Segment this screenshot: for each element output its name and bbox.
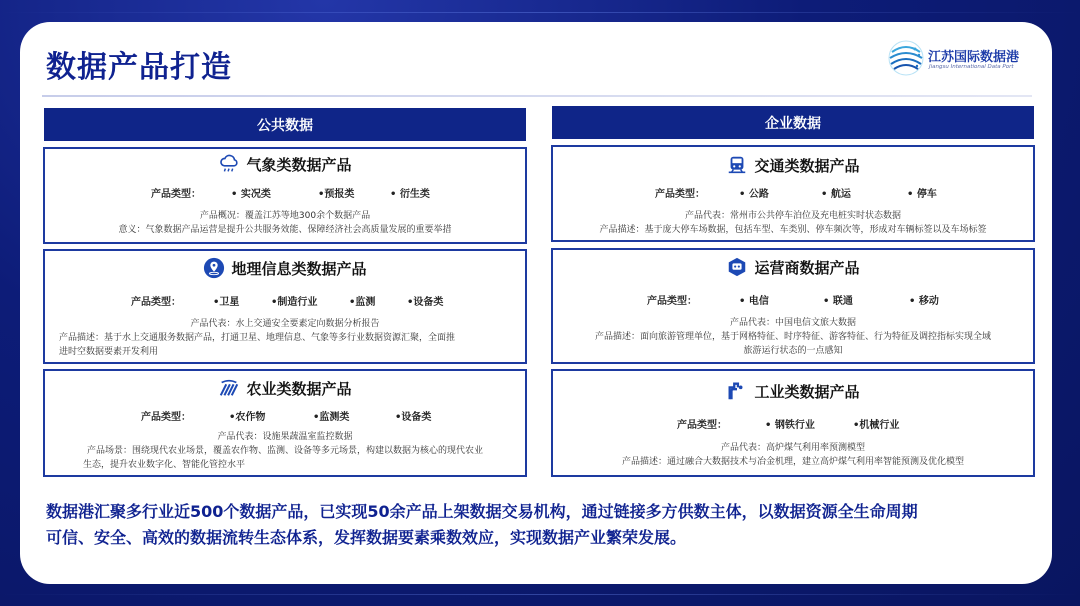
product-tag: •制造行业 (271, 297, 318, 308)
card-title-row (553, 380, 1033, 402)
description-line: 产品场景：围绕现代农业场景，覆盖农作物、监测、设备等多元场景，构建以数据为核心的现代农业 (86, 446, 483, 456)
card-title-row (45, 257, 525, 279)
summary-text (46, 499, 1036, 551)
title-divider (42, 95, 1032, 97)
description-line: 产品代表：常州市公共停车泊位及充电桩实时状态数据 (684, 211, 901, 221)
card-industry (551, 369, 1035, 477)
description-line: 旅游运行状态的一点感知 (743, 346, 843, 356)
card-agriculture (43, 369, 527, 477)
product-tag: •预报类 (318, 189, 355, 200)
card-title-row (553, 256, 1033, 278)
product-type-label: 产品类型： (677, 420, 727, 431)
field-icon (218, 377, 240, 399)
product-tag: •设备类 (395, 412, 432, 423)
product-tag: • 停车 (907, 189, 937, 200)
product-tag: • 公路 (739, 189, 769, 200)
product-tag: •卫星 (213, 297, 240, 308)
product-tag: • 航运 (821, 189, 851, 200)
product-type-label: 产品类型： (141, 412, 191, 423)
product-tag: •机械行业 (853, 420, 900, 431)
card-title-row (553, 154, 1033, 176)
card-title: 地理信息类数据产品 (231, 259, 367, 278)
logo (886, 38, 1046, 82)
card-traffic (551, 145, 1035, 242)
column-header-public: 公共数据 (44, 108, 526, 141)
card-title-row (45, 377, 525, 399)
description-line: 意义：气象数据产品运营是提升公共服务效能、保障经济社会高质量发展的重要举措 (118, 225, 452, 235)
description-line: 生态，提升农业数字化、智能化管控水平 (83, 460, 246, 470)
product-type-label: 产品类型： (151, 189, 201, 200)
description-line: 产品描述：基于水上交通服务数据产品，打通卫星、地理信息、气象等多行业数据资源汇聚，全面推 (59, 333, 456, 343)
product-type-label: 产品类型： (647, 296, 697, 307)
description-line: 产品描述：通过融合大数据技术与冶金机理，建立高炉煤气利用率智能预测及优化模型 (621, 457, 964, 467)
product-tag: •农作物 (229, 412, 266, 423)
column-header-enterprise: 企业数据 (552, 106, 1034, 139)
product-tag: • 联通 (823, 296, 853, 307)
train-icon (726, 154, 748, 176)
cloud-rain-icon (218, 153, 240, 175)
background-line (0, 594, 1080, 595)
page-title: 数据产品打造 (46, 50, 232, 85)
card-title-row (45, 153, 525, 175)
card-title: 运营商数据产品 (754, 258, 860, 277)
card-title: 工业类数据产品 (754, 382, 860, 401)
product-tag: • 电信 (739, 296, 769, 307)
description-line: 产品概况：覆盖江苏等地300余个数据产品 (199, 211, 371, 221)
product-tag: • 钢铁行业 (765, 420, 815, 431)
card-title: 农业类数据产品 (246, 379, 352, 398)
card-description (59, 430, 511, 472)
summary-line: 可信、安全、高效的数据流转生态体系，发挥数据要素乘数效应，实现数据产业繁荣发展。 (46, 528, 687, 547)
card-title: 气象类数据产品 (246, 155, 352, 174)
product-type-label: 产品类型： (655, 189, 705, 200)
card-geo (43, 249, 527, 364)
product-tag: • 移动 (909, 296, 939, 307)
description-line: 进时空数据要素开发利用 (59, 347, 159, 357)
card-operator (551, 248, 1035, 364)
card-description (59, 209, 511, 237)
description-line: 产品代表：中国电信文旅大数据 (729, 318, 856, 328)
product-tag: •监测 (349, 297, 376, 308)
description-line: 产品描述：面向旅游管理单位，基于网格特征、时序特征、游客特征、行为特征及调控指标实现全域 (594, 332, 991, 342)
card-description (567, 316, 1019, 358)
product-tag: • 实况类 (231, 189, 271, 200)
card-description (59, 317, 511, 359)
background-line (0, 12, 1080, 13)
description-line: 产品代表：设施果蔬温室监控数据 (217, 432, 353, 442)
description-line: 产品代表：水上交通安全要素定向数据分析报告 (190, 319, 380, 329)
description-line: 产品描述：基于庞大停车场数据，包括车型、车类别、停车频次等，形成对车辆标签以及车场标签 (599, 225, 987, 235)
product-type-label: 产品类型： (131, 297, 181, 308)
product-tag: •监测类 (313, 412, 350, 423)
card-weather (43, 147, 527, 244)
card-description (567, 209, 1019, 237)
product-tag: •设备类 (407, 297, 444, 308)
card-title: 交通类数据产品 (754, 156, 860, 175)
logo-english-name: Jiangsu International Data Port (929, 64, 1014, 70)
slide-panel (20, 22, 1052, 584)
robot-icon (726, 256, 748, 278)
factory-icon (726, 380, 748, 402)
card-description (567, 441, 1019, 469)
logo-mark-icon (886, 38, 926, 78)
summary-line: 数据港汇聚多行业近500个数据产品，已实现50余产品上架数据交易机构，通过链接多方供数主体，以数据资源全生命周期 (46, 502, 918, 521)
map-pin-icon (203, 257, 225, 279)
description-line: 产品代表：高炉煤气利用率预测模型 (720, 443, 865, 453)
product-tag: • 衍生类 (390, 189, 430, 200)
logo-name: 江苏国际数据港 (928, 50, 1020, 65)
